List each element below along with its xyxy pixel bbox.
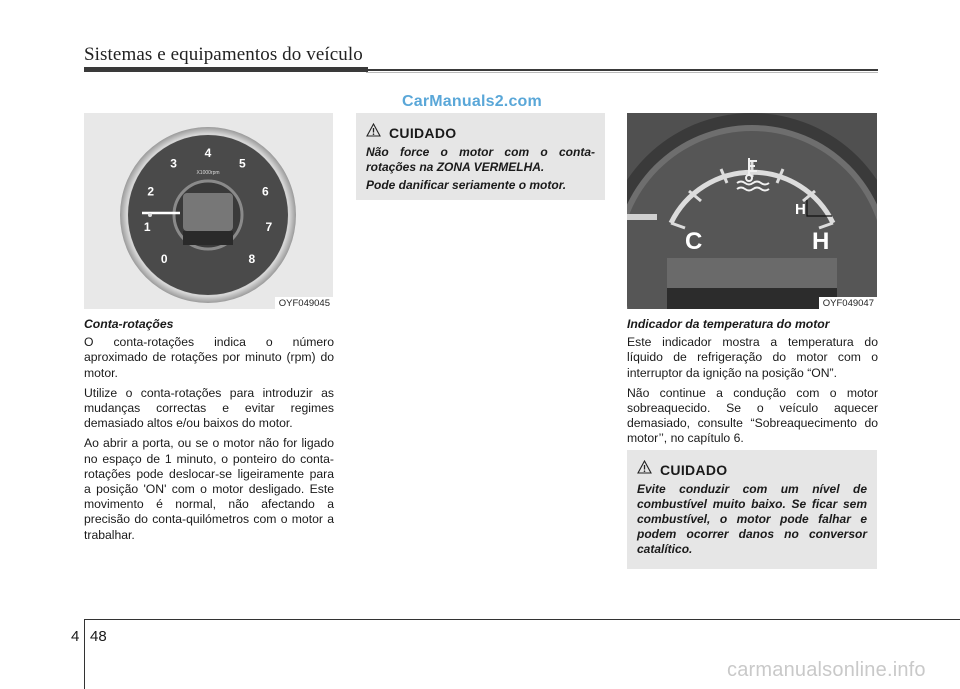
caution-box-fuel (627, 450, 877, 569)
temperature-gauge-illustration (627, 113, 877, 309)
caution-box-tachometer (356, 113, 605, 200)
tachometer-paragraph: Utilize o conta-rotações para introduzir as mudanças correctas e evitar regimes demasiado altos e/ou baixos do motor. (84, 385, 334, 431)
tachometer-unit-label: X1000rpm (196, 170, 220, 176)
temperature-image-caption: OYF049047 (819, 297, 877, 309)
tachometer-tick-label: 5 (239, 156, 246, 171)
caution-title: CUIDADO (660, 461, 728, 478)
chapter-number: 4 (71, 628, 80, 645)
tachometer-paragraph: Ao abrir a porta, ou se o motor não for ligado no espaço de 1 minuto, o ponteiro do conta-rotações pode deslocar-se ligeiramente para a posição 'ON' com o motor desligado. Este movimento é normal, não afectando a precisão do conta-quilómetros com o motor a trabalhar. (84, 436, 334, 542)
caution-title: CUIDADO (389, 124, 457, 141)
caution-text: Evite conduzir com um nível de combustível muito baixo. Se ficar sem combustível, o motor pode falhar e podem ocorrer danos no conversor catalítico. (637, 482, 867, 556)
header-rule-thin (366, 69, 878, 71)
tachometer-tick-label: 7 (265, 220, 273, 235)
warning-icon (366, 123, 381, 142)
temperature-section (627, 317, 878, 452)
section-title: Sistemas e equipamentos do veículo (84, 44, 363, 65)
warning-icon (637, 460, 652, 479)
tachometer-image-caption: OYF049045 (275, 297, 333, 309)
tachometer-tick-label: 6 (261, 184, 269, 199)
tachometer-section (84, 317, 334, 548)
tachometer-tick-label: 2 (147, 184, 155, 199)
tachometer-tick-label: 8 (248, 251, 256, 266)
tachometer-illustration (84, 113, 333, 309)
tachometer-tick-label: 0 (160, 251, 168, 266)
temperature-heading: Indicador da temperatura do motor (627, 317, 830, 331)
watermark-bottom: carmanualsonline.info (727, 659, 926, 681)
header-rule-thick (84, 67, 368, 72)
caution-text: Não force o motor com o conta-rotações na ZONA VERMELHA. (366, 145, 595, 174)
temperature-paragraph: Não continue a condução com o motor sobreaquecido. Se o veículo aquecer demasiado, consulte “Sobreaquecimento do motor’’, no capítulo 6. (627, 385, 878, 446)
tachometer-image (84, 113, 333, 309)
caution-text: Pode danificar seriamente o motor. (366, 178, 567, 192)
footer-divider (84, 619, 85, 689)
tachometer-heading: Conta-rotações (84, 317, 174, 331)
footer-rule (84, 619, 960, 620)
tachometer-tick-label: 3 (170, 156, 177, 171)
tachometer-tick-label: 1 (143, 220, 151, 235)
gauge-label-c: C (685, 228, 703, 255)
tachometer-tick-label: 4 (204, 146, 212, 160)
watermark-top: CarManuals2.com (402, 93, 542, 110)
gauge-label-h: H (812, 228, 830, 255)
temperature-paragraph: Este indicador mostra a temperatura do líquido de refrigeração do motor com o interruptor da ignição na posição “ON”. (627, 335, 878, 380)
header-rule-shadow (366, 72, 878, 73)
temperature-gauge-image (627, 113, 877, 309)
tachometer-paragraph: O conta-rotações indica o número aproximado de rotações por minuto (rpm) do motor. (84, 335, 334, 380)
gauge-label-h-small: H (795, 201, 806, 218)
page-number: 48 (90, 628, 107, 645)
